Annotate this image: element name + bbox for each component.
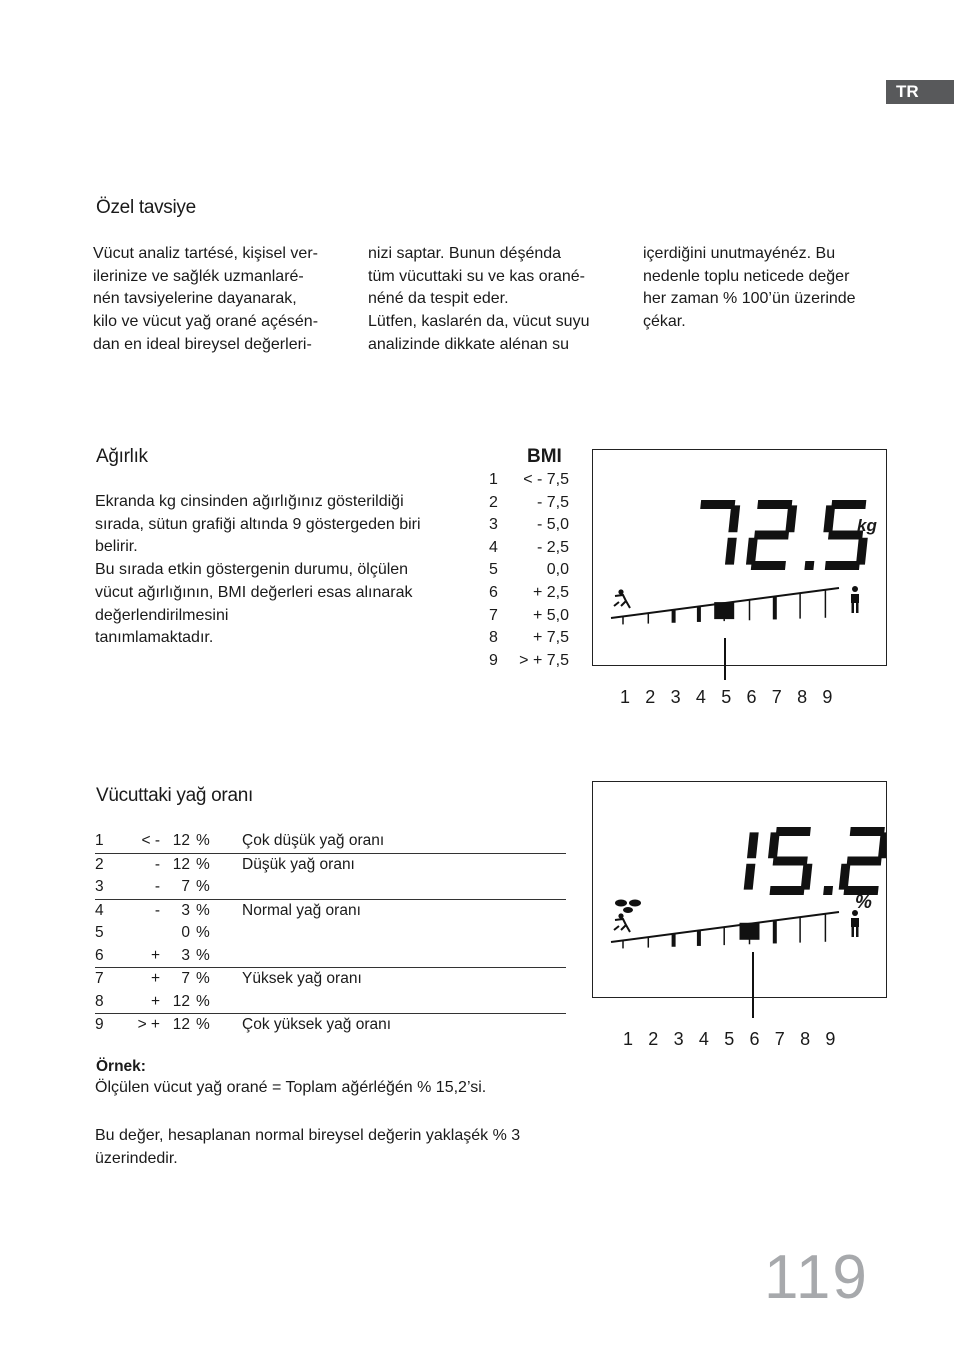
bmi-row bbox=[489, 469, 569, 492]
bmi-row-index: 1 bbox=[489, 471, 498, 488]
fat-cell-p: % bbox=[190, 876, 242, 899]
scale-label: 1 bbox=[623, 1029, 634, 1049]
lcd-weight-graphic bbox=[593, 450, 886, 665]
fat-table-row bbox=[95, 968, 566, 991]
fat-cell-d: Yüksek yağ oranı bbox=[242, 970, 362, 987]
lcd-digit-segment bbox=[856, 538, 868, 565]
lcd-digit-segment bbox=[747, 832, 759, 858]
fat-cell-s: - bbox=[154, 855, 160, 873]
fat-cell-s: - bbox=[133, 876, 160, 899]
fat-cell-n: 1 bbox=[95, 830, 133, 853]
scale-label: 1 bbox=[620, 687, 631, 707]
section-title-ozel-tavsiye: Özel tavsiye bbox=[96, 197, 196, 218]
standing-figure-icon bbox=[852, 586, 858, 592]
example-heading: Örnek: bbox=[96, 1058, 146, 1075]
fat-cell-v: 7 bbox=[181, 970, 190, 987]
bmi-row bbox=[489, 605, 569, 628]
lcd-digit-segment bbox=[831, 500, 866, 509]
lcd-digit-segment bbox=[825, 561, 860, 570]
segment-scale-weight bbox=[620, 687, 848, 708]
fat-cell-d: Normal yağ oranı bbox=[242, 901, 361, 919]
active-segment-pointer-fat bbox=[751, 952, 755, 1018]
example-note: Bu değer, hesaplanan normal bireysel değerin yaklaşék % 3 üzerindedir. bbox=[95, 1127, 521, 1167]
scale-label: 4 bbox=[698, 1029, 709, 1049]
lcd-digit-segment bbox=[878, 832, 886, 858]
page-number: 119 bbox=[764, 1243, 869, 1312]
fat-cell-n: 8 bbox=[95, 991, 133, 1014]
fat-cell-v: 12 bbox=[160, 830, 190, 853]
bmi-row-index: 2 bbox=[489, 493, 498, 511]
bmi-row-value: + 7,5 bbox=[532, 629, 569, 647]
fat-cell-p: % bbox=[190, 830, 242, 853]
scale-label: 9 bbox=[825, 1029, 836, 1049]
scale-label: 9 bbox=[822, 687, 833, 707]
lcd-digit-segment bbox=[751, 561, 786, 570]
segment-scale-fat bbox=[623, 1029, 851, 1050]
bmi-row-value: + 5,0 bbox=[532, 606, 569, 624]
lcd-digit-segment bbox=[773, 857, 808, 866]
scale-label: 6 bbox=[749, 1029, 760, 1049]
fat-cell-s bbox=[133, 922, 160, 945]
fat-cell-s: + bbox=[133, 991, 160, 1014]
lcd-display-fat bbox=[592, 781, 887, 998]
lcd-digit-segment bbox=[776, 827, 811, 836]
lcd-bar-active-segment bbox=[740, 923, 760, 940]
fat-drops-icon bbox=[615, 900, 627, 907]
fat-cell-v: 3 bbox=[160, 945, 190, 968]
language-badge: TR bbox=[886, 80, 954, 104]
fat-cell-s: - bbox=[154, 901, 160, 919]
bmi-row bbox=[489, 537, 569, 560]
fat-cell-p: % bbox=[196, 1016, 210, 1033]
active-segment-pointer bbox=[723, 638, 727, 680]
fat-table-row bbox=[95, 991, 566, 1014]
scale-label: 7 bbox=[774, 1029, 785, 1049]
text-column-1: Vücut analiz tartésé, kişisel ver- ilerinize ve sağlék uzmanlaré- nén tavsiyelerine dayanarak, kilo ve vücut yağ orané açésén- dan en ideal bireysel değerleri- bbox=[93, 245, 319, 353]
fat-cell-v: 12 bbox=[172, 1016, 190, 1033]
bmi-row bbox=[489, 559, 569, 582]
fat-cell-s: + bbox=[133, 945, 160, 968]
lcd-digit-segment bbox=[850, 827, 885, 836]
fat-cell-p: % bbox=[196, 855, 210, 873]
lcd-fat-graphic bbox=[593, 782, 886, 997]
lcd-digit-segment bbox=[823, 505, 835, 532]
fat-cell-d bbox=[242, 945, 566, 968]
bmi-heading: BMI bbox=[527, 446, 562, 467]
fat-table-row bbox=[95, 876, 566, 899]
lcd-digit-segment bbox=[746, 538, 758, 565]
lcd-bar-active-segment bbox=[714, 602, 734, 619]
lcd-digit-segment bbox=[768, 832, 780, 858]
fat-cell-n: 3 bbox=[95, 876, 133, 899]
fat-cell-n: 2 bbox=[95, 855, 104, 873]
bmi-row bbox=[489, 514, 569, 537]
fat-cell-d bbox=[242, 876, 566, 899]
bmi-row-value: 0,0 bbox=[546, 561, 569, 579]
fat-table-row bbox=[95, 830, 566, 853]
bmi-row-value: > + 7,5 bbox=[519, 651, 569, 669]
bmi-table bbox=[489, 469, 569, 674]
standing-figure-icon bbox=[852, 603, 855, 613]
fat-drops-icon bbox=[623, 907, 633, 913]
lcd-digit-segment bbox=[770, 886, 805, 895]
lcd-digit-segment bbox=[728, 505, 740, 532]
fat-cell-v: 0 bbox=[181, 924, 190, 941]
lcd-digit-segment bbox=[757, 500, 792, 509]
bmi-row-index: 9 bbox=[489, 651, 498, 669]
standing-figure-icon bbox=[851, 918, 859, 927]
bmi-row-index: 8 bbox=[489, 629, 498, 647]
fat-table-row bbox=[95, 945, 566, 968]
fat-cell-n: 6 bbox=[95, 945, 133, 968]
fat-cell-n: 9 bbox=[95, 1016, 104, 1033]
fat-cell-d: Çok düşük yağ oranı bbox=[242, 830, 566, 853]
scale-label: 5 bbox=[724, 1029, 735, 1049]
example-text: Ölçülen vücut yağ orané = Toplam ağérléğén % 15,2’si. bbox=[95, 1079, 487, 1096]
lcd-digit-segment bbox=[847, 857, 882, 866]
bmi-row-index: 3 bbox=[489, 516, 498, 534]
fat-cell-v: 12 bbox=[160, 991, 190, 1014]
fat-cell-p: % bbox=[196, 924, 210, 941]
lcd-bar-baseline bbox=[611, 912, 839, 942]
fat-table-row bbox=[95, 1014, 566, 1037]
fat-table-row bbox=[95, 922, 566, 945]
fat-cell-s: > + bbox=[137, 1016, 160, 1033]
lcd-digit-segment bbox=[801, 864, 813, 890]
running-figure-icon bbox=[618, 589, 623, 594]
scale-label: 7 bbox=[771, 687, 782, 707]
fat-cell-d bbox=[242, 922, 566, 945]
text-column-2: nizi saptar. Bunun déşénda tüm vücuttaki su ve kas orané- néné da tespit eder. Lütfen, kaslarén da, vücut suyu analizinde dikkate alénan su bbox=[368, 245, 590, 353]
scale-label: 4 bbox=[695, 687, 706, 707]
bmi-row-index: 7 bbox=[489, 606, 498, 624]
bmi-row bbox=[489, 492, 569, 515]
lcd-decimal-point bbox=[823, 886, 833, 895]
lcd-display-weight bbox=[592, 449, 887, 666]
fat-table-row bbox=[95, 853, 566, 876]
scale-label: 3 bbox=[670, 687, 681, 707]
fat-cell-p: % bbox=[196, 970, 210, 987]
lcd-digit-segment bbox=[754, 531, 789, 540]
scale-label: 8 bbox=[797, 687, 808, 707]
bmi-row-value: - 5,0 bbox=[536, 516, 569, 534]
fat-cell-d: Düşük yağ oranı bbox=[242, 855, 355, 873]
lcd-digit-segment bbox=[785, 505, 797, 532]
bmi-row-value: - 2,5 bbox=[536, 538, 569, 556]
lcd-unit-kg: kg bbox=[857, 516, 877, 535]
text-column-3: içerdiğini unutmayénéz. Bu nedenle toplu neticede değer her zaman % 100’ün üzerinde çékar. bbox=[643, 245, 856, 331]
scale-label: 3 bbox=[673, 1029, 684, 1049]
running-figure-icon bbox=[614, 919, 630, 932]
section-title-yag-orani: Vücuttaki yağ oranı bbox=[96, 785, 253, 806]
fat-cell-p: % bbox=[196, 901, 210, 919]
standing-figure-icon bbox=[856, 927, 859, 937]
bmi-row-value: - 7,5 bbox=[536, 493, 569, 511]
standing-figure-icon bbox=[856, 603, 859, 613]
fat-cell-n: 7 bbox=[95, 970, 104, 987]
fat-ratio-table bbox=[95, 830, 566, 1037]
bmi-row-index: 5 bbox=[489, 561, 498, 579]
lcd-digit-segment bbox=[700, 500, 735, 509]
running-figure-icon bbox=[614, 595, 630, 608]
lcd-decimal-point bbox=[804, 561, 814, 570]
fat-cell-s: + bbox=[150, 970, 160, 987]
fat-cell-s: < - bbox=[133, 830, 160, 853]
bmi-row-value: + 2,5 bbox=[532, 584, 569, 601]
lcd-digit-segment bbox=[839, 864, 851, 890]
scale-label: 5 bbox=[721, 687, 732, 707]
fat-cell-v: 3 bbox=[181, 901, 190, 919]
weight-description: Ekranda kg cinsinden ağırlığınız gösterildiği sırada, sütun grafiği altında 9 göstergeden biri belirir. Bu sırada etkin göstergenin durumu, ölçülen vücut ağırlığının, BMI değerleri esas alınarak değerlendirilmesini tanımlamaktadır. bbox=[95, 493, 421, 647]
lcd-unit-percent: % bbox=[855, 892, 872, 913]
scale-label: 6 bbox=[746, 687, 757, 707]
section-title-agirlik: Ağırlık bbox=[96, 446, 148, 467]
fat-cell-p: % bbox=[190, 991, 242, 1014]
scale-label: 2 bbox=[648, 1029, 659, 1049]
lcd-digit-segment bbox=[744, 864, 756, 890]
standing-figure-icon bbox=[851, 594, 859, 603]
scale-label: 2 bbox=[645, 687, 656, 707]
fat-cell-n: 4 bbox=[95, 901, 104, 919]
bmi-row bbox=[489, 627, 569, 650]
fat-cell-n: 5 bbox=[95, 924, 104, 941]
running-figure-icon bbox=[618, 913, 623, 918]
fat-cell-p: % bbox=[190, 945, 242, 968]
bmi-row bbox=[489, 582, 569, 605]
bmi-row bbox=[489, 650, 569, 673]
fat-cell-d bbox=[242, 991, 566, 1014]
fat-cell-d: Çok yüksek yağ oranı bbox=[242, 1016, 392, 1033]
fat-cell-v: 12 bbox=[172, 855, 190, 873]
lcd-digit-segment bbox=[725, 538, 737, 565]
standing-figure-icon bbox=[852, 927, 855, 937]
fat-cell-v: 7 bbox=[160, 876, 190, 899]
fat-drops-icon bbox=[629, 900, 641, 907]
bmi-row-value: < - 7,5 bbox=[523, 471, 569, 488]
scale-label: 8 bbox=[800, 1029, 811, 1049]
bmi-row-index: 6 bbox=[489, 584, 498, 601]
fat-table-row bbox=[95, 899, 566, 922]
bmi-row-index: 4 bbox=[489, 538, 498, 556]
